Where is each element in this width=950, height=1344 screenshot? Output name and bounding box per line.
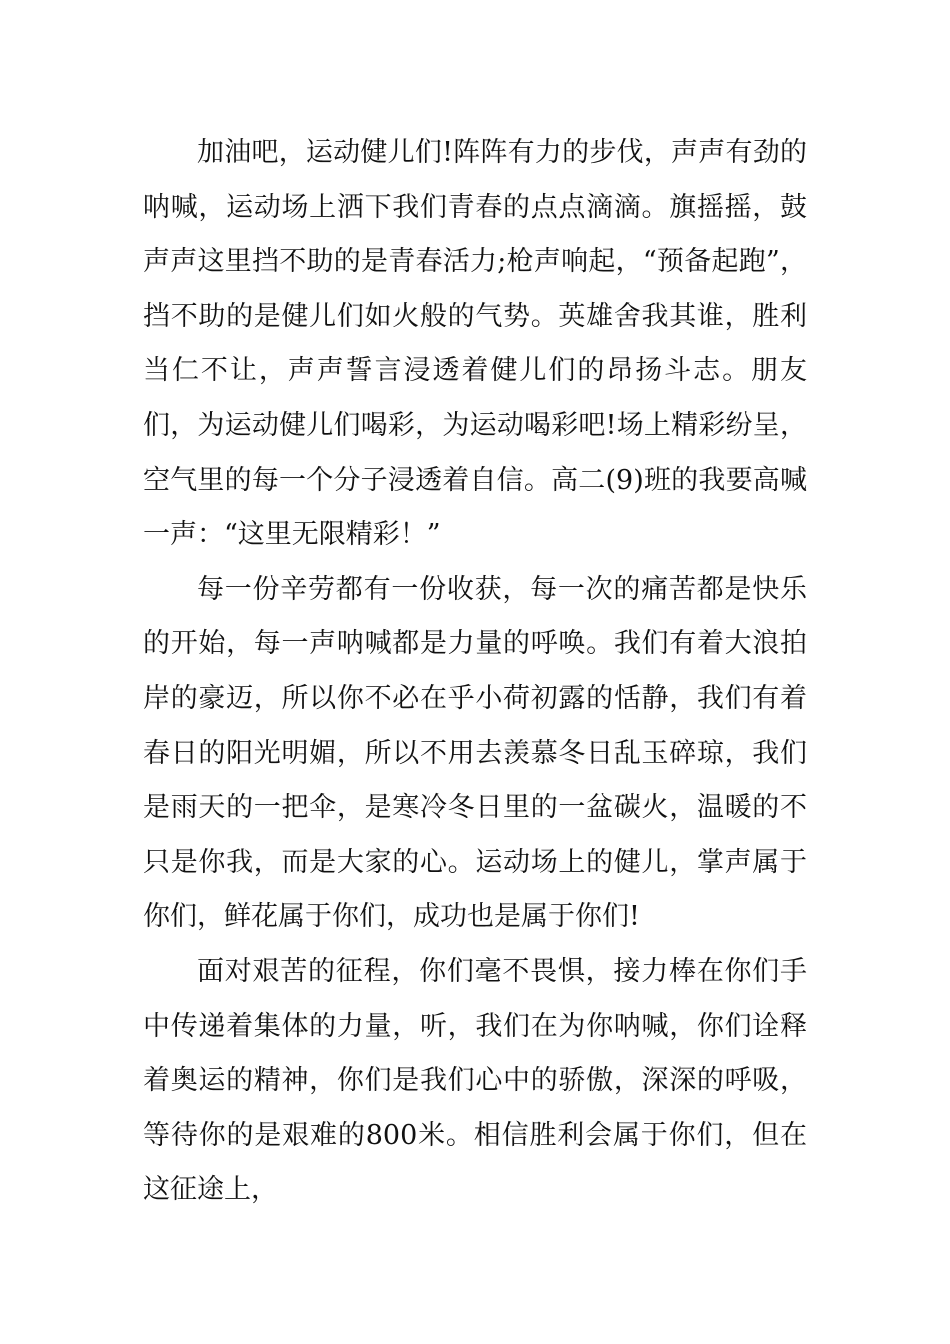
document-body (143, 126, 807, 1218)
paragraph-2: 每一份辛劳都有一份收获，每一次的痛苦都是快乐的开始，每一声呐喊都是力量的呼唤。我们有着大浪拍岸的豪迈，所以你不必在乎小荷初露的恬静，我们有着春日的阳光明媚，所以不用去羡慕冬日乱玉碎琼，我们是雨天的一把伞，是寒冷冬日里的一盆碳火，温暖的不只是你我，而是大家的心。运动场上的健儿，掌声属于你们，鲜花属于你们，成功也是属于你们! (143, 573, 807, 933)
paragraph-3: 面对艰苦的征程，你们毫不畏惧，接力棒在你们手中传递着集体的力量，听，我们在为你呐喊，你们诠释着奥运的精神，你们是我们心中的骄傲，深深的呼吸，等待你的是艰难的800米。相信胜利会属于你们，但在这征途上， (143, 955, 807, 1206)
paragraph-1: 加油吧，运动健儿们!阵阵有力的步伐，声声有劲的呐喊，运动场上洒下我们青春的点点滴滴。旗摇摇，鼓声声这里挡不助的是青春活力;枪声响起，“预备起跑”，挡不助的是健儿们如火般的气势。英雄舍我其谁，胜利当仁不让，声声誓言浸透着健儿们的昂扬斗志。朋友们，为运动健儿们喝彩，为运动喝彩吧!场上精彩纷呈，空气里的每一个分子浸透着自信。高二(9)班的我要高喊一声：“这里无限精彩！” (143, 137, 807, 551)
